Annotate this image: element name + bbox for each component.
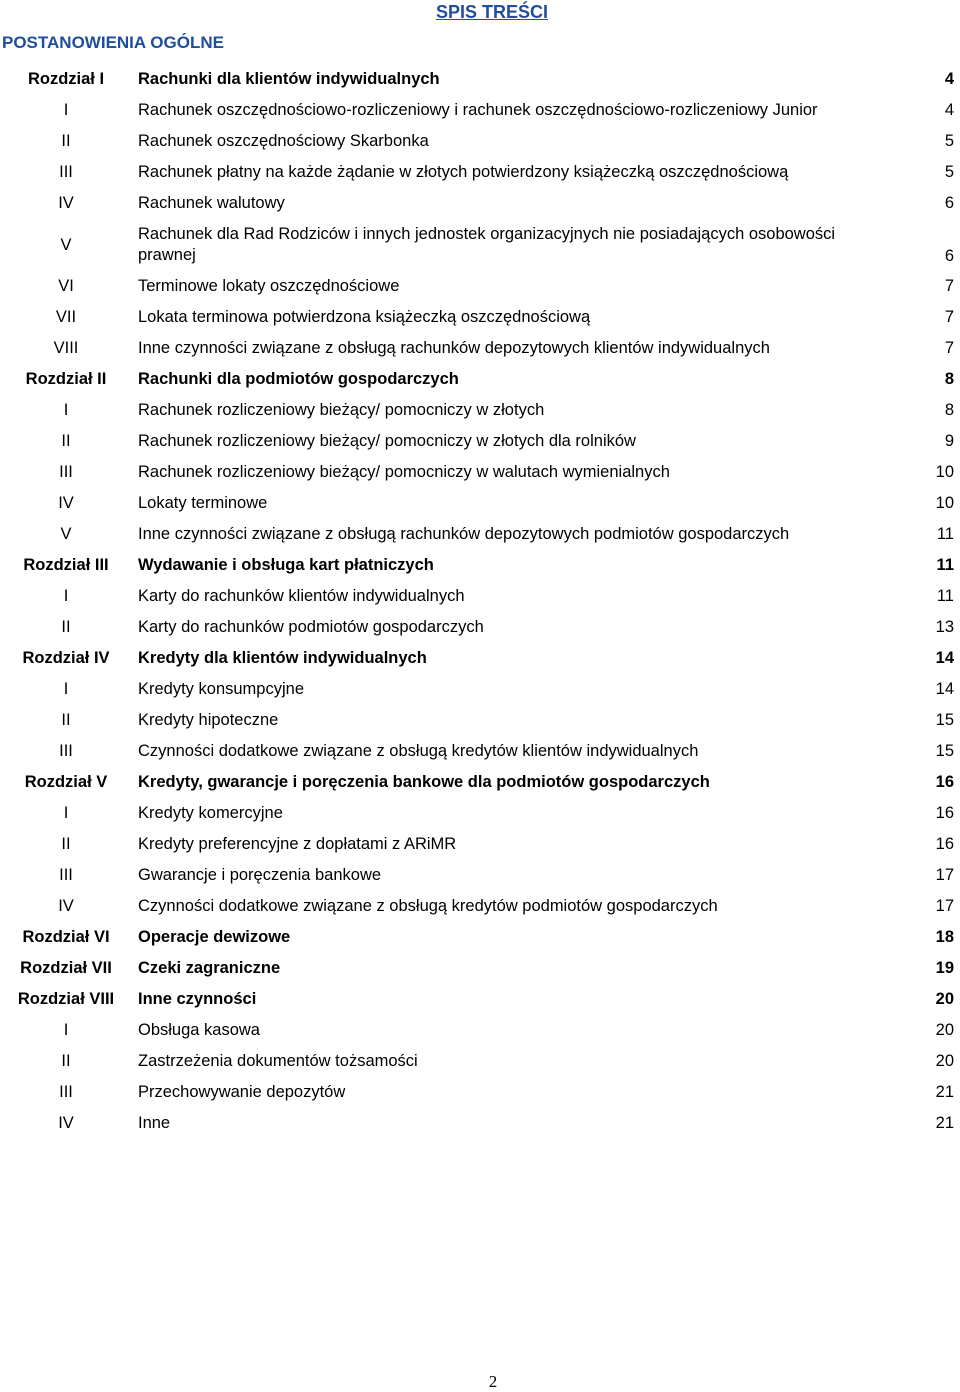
toc-entry-title: Czynności dodatkowe związane z obsługą kredytów podmiotów gospodarczych [138, 897, 718, 915]
toc-entry-title: Czeki zagraniczne [138, 959, 281, 977]
toc-entry-title: Operacje dewizowe [138, 928, 291, 946]
toc-entry-number: I [63, 401, 69, 419]
page-number: 2 [488, 1372, 498, 1391]
toc-item-row [0, 581, 960, 612]
toc-entry-title: Kredyty komercyjne [138, 804, 283, 822]
toc-entry-title: Kredyty konsumpcyjne [138, 680, 304, 698]
toc-entry-title: Wydawanie i obsługa kart płatniczych [138, 556, 434, 574]
toc-entry-title: Zastrzeżenia dokumentów tożsamości [138, 1052, 418, 1070]
toc-entry-title: Rachunek rozliczeniowy bieżący/ pomocniczy w walutach wymienialnych [138, 463, 670, 481]
toc-entry-title: Karty do rachunków podmiotów gospodarczych [138, 618, 484, 636]
toc-entry-page: 7 [944, 339, 954, 357]
toc-item-row [0, 891, 960, 922]
toc-entry-page: 20 [935, 1021, 954, 1039]
toc-entry-number: IV [58, 494, 74, 512]
toc-entry-number: II [61, 618, 71, 636]
toc-entry-number: Rozdział IV [22, 649, 110, 667]
toc-entry-page: 14 [935, 680, 954, 698]
toc-item-row [0, 333, 960, 364]
toc-item-row [0, 705, 960, 736]
toc-item-row [0, 736, 960, 767]
toc-entry-title: Kredyty hipoteczne [138, 711, 279, 729]
toc-entry-number: II [61, 1052, 71, 1070]
toc-item-row [0, 612, 960, 643]
toc-entry-number: III [59, 463, 73, 481]
toc-entry-number: II [61, 835, 71, 853]
toc-entry-number: VI [58, 277, 74, 295]
toc-entry-page: 11 [936, 525, 954, 543]
toc-entry-page: 14 [935, 649, 954, 667]
toc-chapter-row [0, 922, 960, 953]
toc-entry-title: Obsługa kasowa [138, 1021, 260, 1039]
toc-entry-number: Rozdział VII [20, 959, 112, 977]
toc-item-row [0, 271, 960, 302]
toc-entry-number: IV [58, 897, 74, 915]
toc-entry-page: 20 [935, 990, 954, 1008]
toc-entry-number: I [63, 804, 69, 822]
toc-chapter-row [0, 984, 960, 1015]
toc-entry-page: 5 [944, 132, 954, 150]
toc-item-row [0, 1077, 960, 1108]
toc-entry-page: 4 [944, 101, 954, 119]
toc-entry-page: 8 [944, 370, 954, 388]
toc-chapter-row [0, 364, 960, 395]
toc-item-row [0, 519, 960, 550]
toc-entry-title: Rachunek rozliczeniowy bieżący/ pomocniczy w złotych dla rolników [138, 432, 636, 450]
toc-entry-page: 19 [935, 959, 954, 977]
toc-entry-page: 17 [935, 866, 954, 884]
toc-entry-number: VII [55, 308, 77, 326]
toc-entry-title: Inne czynności związane z obsługą rachunków depozytowych klientów indywidualnych [138, 339, 770, 357]
toc-chapter-row [0, 64, 960, 95]
toc-entry-title: Rachunki dla podmiotów gospodarczych [138, 370, 459, 388]
toc-chapter-row [0, 550, 960, 581]
toc-item-row [0, 674, 960, 705]
toc-title: SPIS TREŚCI [436, 2, 549, 22]
toc-entry-page: 18 [935, 928, 954, 946]
toc-entry-number: II [61, 711, 71, 729]
toc-entry-title: Kredyty preferencyjne z dopłatami z ARiMR [138, 835, 457, 853]
toc-entry-page: 9 [944, 432, 954, 450]
toc-entry-number: Rozdział V [24, 773, 108, 791]
toc-entry-page: 6 [944, 194, 954, 212]
toc-entry-number: IV [58, 194, 74, 212]
toc-entry-page: 21 [935, 1114, 954, 1132]
toc-entry-title: Gwarancje i poręczenia bankowe [138, 866, 382, 884]
section-header: POSTANOWIENIA OGÓLNE [2, 33, 224, 52]
toc-entry-title: Karty do rachunków klientów indywidualnych [138, 587, 465, 605]
toc-item-row [0, 95, 960, 126]
toc-entry-page: 6 [944, 247, 954, 265]
toc-entry-title: Rachunek oszczędnościowo-rozliczeniowy i rachunek oszczędnościowo-rozliczeniowy Junior [138, 101, 818, 119]
toc-entry-number: I [63, 101, 69, 119]
toc-entry-number: IV [58, 1114, 74, 1132]
toc-entry-page: 7 [944, 277, 954, 295]
toc-entry-number: III [59, 163, 73, 181]
toc-entry-number: Rozdział VI [22, 928, 110, 946]
toc-entry-page: 17 [935, 897, 954, 915]
toc-item-row [0, 488, 960, 519]
toc-chapter-row [0, 643, 960, 674]
toc-chapter-row [0, 953, 960, 984]
toc-entry-page: 10 [935, 463, 954, 481]
toc-entry-title: Kredyty, gwarancje i poręczenia bankowe dla podmiotów gospodarczych [138, 773, 710, 791]
toc-entry-number: I [63, 1021, 69, 1039]
toc-item-row [0, 188, 960, 219]
toc-entry-page: 20 [935, 1052, 954, 1070]
toc-entry-title: Inne czynności związane z obsługą rachunków depozytowych podmiotów gospodarczych [138, 525, 790, 543]
toc-entry-number: III [59, 1083, 73, 1101]
toc-entry-page: 11 [936, 556, 954, 574]
toc-entry-page: 16 [935, 773, 954, 791]
toc-entry-title: Inne [138, 1114, 171, 1132]
toc-entry-title: Czynności dodatkowe związane z obsługą kredytów klientów indywidualnych [138, 742, 699, 760]
toc-entry-number: Rozdział III [23, 556, 109, 574]
toc-entry-number: II [61, 132, 71, 150]
toc-item-row [0, 157, 960, 188]
toc-item-row [0, 126, 960, 157]
toc-entry-title: Przechowywanie depozytów [138, 1083, 346, 1101]
toc-entry-page: 7 [944, 308, 954, 326]
toc-entry-number: V [60, 525, 72, 543]
toc-chapter-row [0, 767, 960, 798]
toc-entry-title: Rachunek płatny na każde żądanie w złotych potwierdzony książeczką oszczędnościową [138, 163, 789, 181]
toc-entry-number: V [60, 235, 72, 254]
toc-entry-page: 15 [935, 742, 954, 760]
toc-item-row [0, 1108, 960, 1139]
toc-entry-title: Rachunki dla klientów indywidualnych [138, 70, 440, 88]
toc-item-row [0, 829, 960, 860]
toc-entry-title: Terminowe lokaty oszczędnościowe [138, 277, 400, 295]
toc-entry-title: Rachunek walutowy [138, 194, 285, 212]
toc-entry-title: Rachunek rozliczeniowy bieżący/ pomocniczy w złotych [138, 401, 545, 419]
toc-entry-title: Rachunek dla Rad Rodziców i innych jednostek organizacyjnych nie posiadających osobowości prawnej [138, 225, 836, 264]
toc-entry-title: Lokata terminowa potwierdzona książeczką oszczędnościową [138, 308, 591, 326]
toc-entry-page: 10 [935, 494, 954, 512]
toc-item-row [0, 395, 960, 426]
toc-entry-number: III [59, 866, 73, 884]
toc-entry-page: 5 [944, 163, 954, 181]
toc-entry-number: III [59, 742, 73, 760]
toc-item-row [0, 426, 960, 457]
toc-item-row [0, 219, 960, 271]
toc-entry-number: VIII [53, 339, 79, 357]
toc-entry-page: 16 [935, 835, 954, 853]
toc-entry-number: I [63, 680, 69, 698]
toc-item-row [0, 860, 960, 891]
toc-item-row [0, 457, 960, 488]
toc-item-row [0, 1015, 960, 1046]
toc-entry-number: Rozdział II [25, 370, 107, 388]
toc-item-row [0, 1046, 960, 1077]
toc-entry-number: Rozdział I [27, 70, 105, 88]
toc-entry-title: Kredyty dla klientów indywidualnych [138, 649, 427, 667]
toc-entry-page: 21 [935, 1083, 954, 1101]
toc-entry-page: 11 [936, 587, 954, 605]
toc-item-row [0, 302, 960, 333]
toc-entry-number: I [63, 587, 69, 605]
toc-entry-title: Inne czynności [138, 990, 257, 1008]
toc-entry-number: Rozdział VIII [17, 990, 115, 1008]
table-of-contents [0, 64, 960, 1139]
toc-entry-title: Lokaty terminowe [138, 494, 268, 512]
toc-entry-page: 15 [935, 711, 954, 729]
toc-entry-number: II [61, 432, 71, 450]
toc-entry-page: 16 [935, 804, 954, 822]
toc-entry-page: 13 [935, 618, 954, 636]
toc-entry-title: Rachunek oszczędnościowy Skarbonka [138, 132, 429, 150]
toc-entry-page: 8 [944, 401, 954, 419]
toc-item-row [0, 798, 960, 829]
toc-entry-page: 4 [944, 70, 954, 88]
